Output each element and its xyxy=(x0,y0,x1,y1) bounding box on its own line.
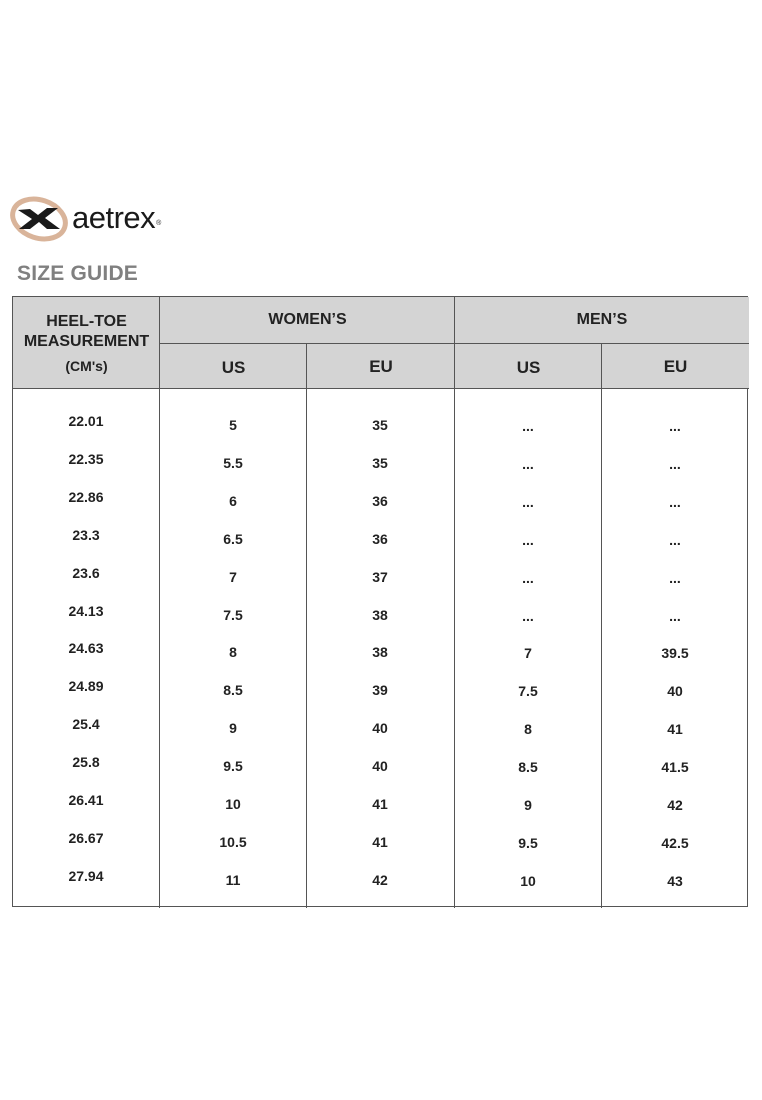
cell-mens-us: 8 xyxy=(524,721,532,738)
cell-womens-eu: 41 xyxy=(372,833,388,850)
cell-heel-toe-cm: 22.35 xyxy=(68,450,104,467)
size-chart-table xyxy=(12,296,748,907)
cell-womens-us: 9 xyxy=(229,720,237,737)
cell-heel-toe-cm: 24.63 xyxy=(68,640,104,657)
cell-womens-eu: 36 xyxy=(372,492,388,509)
header-mens: MEN’S xyxy=(455,297,749,343)
cell-womens-eu: 36 xyxy=(372,530,388,547)
cell-mens-eu: 41 xyxy=(667,721,683,738)
registered-mark: ® xyxy=(156,219,162,227)
cell-womens-us: 7 xyxy=(229,568,237,585)
cell-womens-eu: 38 xyxy=(372,644,388,661)
cell-heel-toe-cm: 23.6 xyxy=(72,564,100,581)
cell-mens-eu: ... xyxy=(669,569,681,586)
brand-logo xyxy=(10,193,161,245)
cell-heel-toe-cm: 22.01 xyxy=(68,413,104,429)
cell-womens-us: 6.5 xyxy=(223,530,243,547)
cell-mens-us: 9 xyxy=(524,797,532,813)
cell-womens-eu: 35 xyxy=(372,417,388,433)
cell-mens-eu: ... xyxy=(669,607,681,624)
cell-womens-us: 8 xyxy=(229,644,237,661)
cell-heel-toe-cm: 24.89 xyxy=(68,678,104,695)
header-mens-eu: EU xyxy=(602,343,749,389)
cell-womens-eu: 37 xyxy=(372,568,388,585)
cell-mens-us: 7 xyxy=(524,645,532,662)
column-divider-1 xyxy=(159,297,160,908)
cell-heel-toe-cm: 27.94 xyxy=(68,867,104,884)
cell-heel-toe-cm: 25.8 xyxy=(72,754,100,771)
cell-mens-eu: ... xyxy=(669,455,681,472)
cell-heel-toe-cm: 23.3 xyxy=(72,526,100,543)
brand-wordmark: aetrex xyxy=(72,199,156,235)
cell-heel-toe-cm: 26.41 xyxy=(68,792,104,808)
cell-mens-eu: 42.5 xyxy=(661,834,689,851)
cell-mens-us: 7.5 xyxy=(518,683,538,700)
cell-womens-us: 6 xyxy=(229,492,237,509)
header-womens-us: US xyxy=(160,343,307,389)
cell-mens-us: 9.5 xyxy=(518,834,538,851)
cell-mens-eu: ... xyxy=(669,531,681,548)
cell-mens-eu: 41.5 xyxy=(661,759,689,776)
cell-mens-eu: ... xyxy=(669,493,681,510)
cell-womens-eu: 40 xyxy=(372,720,388,737)
aetrex-swoosh-logo-icon xyxy=(10,193,72,245)
header-mens-us: US xyxy=(455,343,602,389)
cell-mens-us: ... xyxy=(522,455,534,472)
cell-womens-eu: 41 xyxy=(372,796,388,812)
cell-womens-us: 5.5 xyxy=(223,454,243,471)
cell-heel-toe-cm: 26.67 xyxy=(68,829,104,846)
cell-womens-eu: 39 xyxy=(372,682,388,699)
cell-mens-eu: ... xyxy=(669,418,681,434)
cell-womens-eu: 38 xyxy=(372,606,388,623)
cell-heel-toe-cm: 24.13 xyxy=(68,602,104,619)
cell-mens-us: ... xyxy=(522,607,534,624)
cell-mens-us: ... xyxy=(522,569,534,586)
cell-womens-us: 10 xyxy=(225,796,241,812)
cell-womens-us: 8.5 xyxy=(223,682,243,699)
cell-mens-eu: 42 xyxy=(667,797,683,813)
cell-womens-us: 7.5 xyxy=(223,606,243,623)
cell-mens-us: ... xyxy=(522,531,534,548)
cell-mens-us: ... xyxy=(522,418,534,434)
header-womens-eu: EU xyxy=(307,343,455,389)
cell-mens-eu: 43 xyxy=(667,872,683,889)
header-bottom-border xyxy=(13,388,749,389)
cell-mens-eu: 39.5 xyxy=(661,645,689,662)
cell-heel-toe-cm: 25.4 xyxy=(72,716,100,733)
cell-womens-us: 10.5 xyxy=(219,833,247,850)
cell-mens-eu: 40 xyxy=(667,683,683,700)
cell-heel-toe-cm: 22.86 xyxy=(68,488,104,505)
cell-womens-us: 9.5 xyxy=(223,758,243,775)
cell-womens-eu: 42 xyxy=(372,871,388,888)
cell-womens-eu: 40 xyxy=(372,758,388,775)
header-womens: WOMEN’S xyxy=(160,297,455,343)
cell-womens-us: 5 xyxy=(229,417,237,433)
page-title: SIZE GUIDE xyxy=(17,262,139,285)
cell-womens-eu: 35 xyxy=(372,454,388,471)
header-measurement xyxy=(13,297,160,389)
header-measurement-unit: (CM's) xyxy=(65,358,108,374)
header-measurement-line2: MEASUREMENT xyxy=(23,333,150,350)
cell-womens-us: 11 xyxy=(225,871,241,888)
cell-mens-us: ... xyxy=(522,493,534,510)
cell-mens-us: 8.5 xyxy=(518,759,538,776)
cell-mens-us: 10 xyxy=(520,872,536,889)
header-measurement-line1: HEEL-TOE xyxy=(46,313,127,330)
column-divider-3 xyxy=(454,297,455,908)
